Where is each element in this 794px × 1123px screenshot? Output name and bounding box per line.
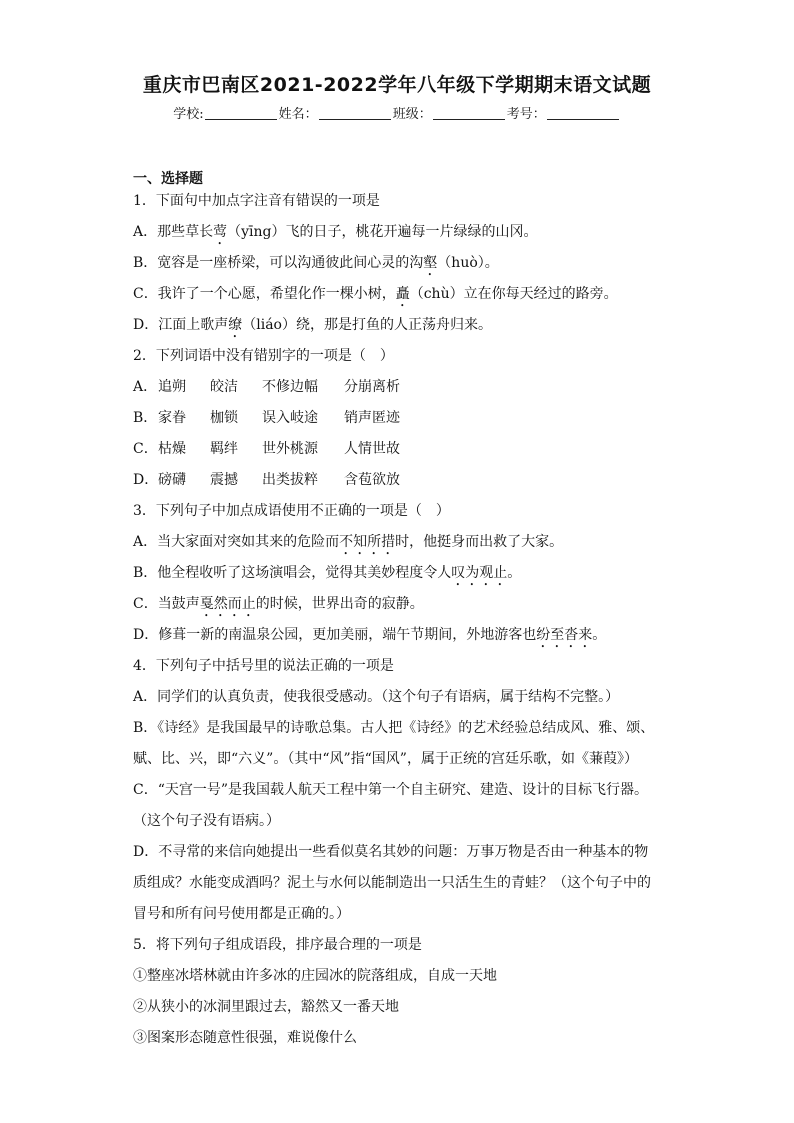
question-1-option-d bbox=[133, 314, 663, 345]
question-4-option-d-cont2: 冒号和所有问号使用都是正确的。） bbox=[133, 906, 350, 922]
option-word: 枷锁 bbox=[210, 410, 238, 426]
option-text: （huò）。 bbox=[437, 255, 499, 271]
question-2-option-c bbox=[133, 438, 663, 469]
question-5-sentence-3: ③图案形态随意性很强，难说像什么 bbox=[133, 1030, 357, 1046]
school-blank[interactable] bbox=[205, 107, 277, 120]
option-word: 羁绊 bbox=[210, 441, 238, 457]
question-4-option-d: D．不寻常的来信向她提出一些看似莫名其妙的问题：万事万物是否由一种基本的物 bbox=[133, 844, 649, 860]
option-text: C．我许了一个心愿，希望化作一棵小树， bbox=[133, 286, 396, 302]
student-info-line bbox=[0, 103, 794, 122]
question-5-stem: 5．将下列句子组成语段，排序最合理的一项是 bbox=[133, 937, 422, 953]
question-1-option-a bbox=[133, 221, 663, 252]
question-3-option-b bbox=[133, 562, 663, 593]
dotted-idiom: 叹为观止 bbox=[451, 565, 508, 581]
name-label: 姓名： bbox=[278, 107, 318, 122]
class-blank[interactable] bbox=[433, 107, 505, 120]
option-word: 皎洁 bbox=[210, 379, 238, 395]
question-3-option-c bbox=[133, 593, 663, 624]
dotted-idiom: 纷至沓来 bbox=[536, 627, 593, 643]
option-text: C．当鼓声 bbox=[133, 596, 200, 612]
option-label: C． bbox=[133, 441, 158, 457]
option-text: A．那些草长 bbox=[133, 224, 214, 240]
question-4-option-d-cont: 质组成？水能变成酒吗？泥土与水何以能制造出一只活生生的青蛙？（这个句子中的 bbox=[133, 875, 651, 891]
option-word: 误入岐途 bbox=[262, 410, 318, 426]
option-word: 家眷 bbox=[158, 410, 186, 426]
school-label: 学校: bbox=[173, 107, 204, 122]
option-text: D．修葺一新的南温泉公园，更加美丽，端午节期间，外地游客也 bbox=[133, 627, 537, 643]
option-word: 追朔 bbox=[158, 379, 186, 395]
exam-number-label: 考号： bbox=[506, 107, 546, 122]
question-5-sentence-2: ②从狭小的冰洞里跟过去，豁然又一番天地 bbox=[133, 999, 399, 1015]
question-1-option-c bbox=[133, 283, 663, 314]
option-word: 枯燥 bbox=[158, 441, 186, 457]
option-text: B．宽容是一座桥梁，可以沟通彼此间心灵的沟 bbox=[133, 255, 424, 271]
dotted-char: 壑 bbox=[423, 255, 438, 271]
question-2-option-b bbox=[133, 407, 663, 438]
question-3-option-a bbox=[133, 531, 663, 562]
option-text: 。 bbox=[592, 627, 607, 643]
option-text: 的时候，世界出奇的寂静。 bbox=[255, 596, 424, 612]
option-text: （liáo）绕，那是打鱼的人正荡舟归来。 bbox=[242, 317, 492, 333]
question-1-stem: 1．下面句中加点字注音有错误的一项是 bbox=[133, 193, 380, 209]
option-word: 出类拔粹 bbox=[262, 472, 318, 488]
dotted-idiom: 不知所措 bbox=[339, 534, 396, 550]
question-list bbox=[133, 190, 663, 1058]
option-word: 磅礴 bbox=[158, 472, 186, 488]
option-text: A．当大家面对突如其来的危险而 bbox=[133, 534, 340, 550]
option-word: 不修边幅 bbox=[262, 379, 318, 395]
dotted-char: 莺 bbox=[213, 224, 228, 240]
option-text: （yīng）飞的日子，桃花开遍每一片绿绿的山冈。 bbox=[227, 224, 538, 240]
question-4-stem: 4．下列句子中括号里的说法正确的一项是 bbox=[133, 658, 394, 674]
question-3-stem: 3．下列句子中加点成语使用不正确的一项是（ ） bbox=[133, 503, 450, 519]
class-label: 班级： bbox=[392, 107, 432, 122]
exam-title: 重庆市巴南区2021-2022学年八年级下学期期末语文试题 bbox=[142, 74, 652, 96]
option-text: D．江面上歌声 bbox=[133, 317, 229, 333]
dotted-char: 矗 bbox=[395, 286, 410, 302]
question-4-option-b-cont: 赋、比、兴，即“六义”。（其中“风”指“国风”，属于正统的宫廷乐歌，如《蒹葭》） bbox=[133, 751, 638, 767]
question-2-option-a bbox=[133, 376, 663, 407]
question-1-option-b bbox=[133, 252, 663, 283]
question-2-option-d bbox=[133, 469, 663, 500]
question-2-stem: 2．下列词语中没有错别字的一项是（ ） bbox=[133, 348, 394, 364]
option-label: B． bbox=[133, 410, 158, 426]
option-text: （chù）立在你每天经过的路旁。 bbox=[409, 286, 618, 302]
section-heading: 一、选择题 bbox=[133, 171, 203, 187]
option-text: B．他全程收听了这场演唱会，觉得其美妙程度令人 bbox=[133, 565, 452, 581]
question-4-option-a: A．同学们的认真负责，使我很受感动。（这个句子有语病，属于结构不完整。） bbox=[133, 689, 620, 705]
option-word: 含苞欲放 bbox=[344, 472, 400, 488]
option-word: 分崩离析 bbox=[344, 379, 400, 395]
option-word: 震撼 bbox=[210, 472, 238, 488]
question-4-option-b: B．《诗经》是我国最早的诗歌总集。古人把《诗经》的艺术经验总结成风、雅、颂、 bbox=[133, 720, 655, 736]
dotted-char: 缭 bbox=[228, 317, 243, 333]
question-3-option-d bbox=[133, 624, 663, 655]
question-4-option-c: C．“天宫一号”是我国载人航天工程中第一个自主研究、建造、设计的目标飞行器。 bbox=[133, 782, 649, 798]
question-5-sentence-1: ①整座冰塔林就由许多冰的庄园冰的院落组成，自成一天地 bbox=[133, 968, 497, 984]
exam-number-blank[interactable] bbox=[547, 107, 619, 120]
name-blank[interactable] bbox=[319, 107, 391, 120]
option-label: D． bbox=[133, 472, 159, 488]
option-text: 时，他挺身而出救了大家。 bbox=[395, 534, 564, 550]
dotted-idiom: 戛然而止 bbox=[199, 596, 256, 612]
option-word: 世外桃源 bbox=[262, 441, 318, 457]
question-4-option-c-cont: （这个句子没有语病。） bbox=[133, 813, 280, 829]
option-label: A． bbox=[133, 379, 158, 395]
option-word: 人情世故 bbox=[344, 441, 400, 457]
option-word: 销声匿迹 bbox=[344, 410, 400, 426]
option-text: 。 bbox=[507, 565, 522, 581]
